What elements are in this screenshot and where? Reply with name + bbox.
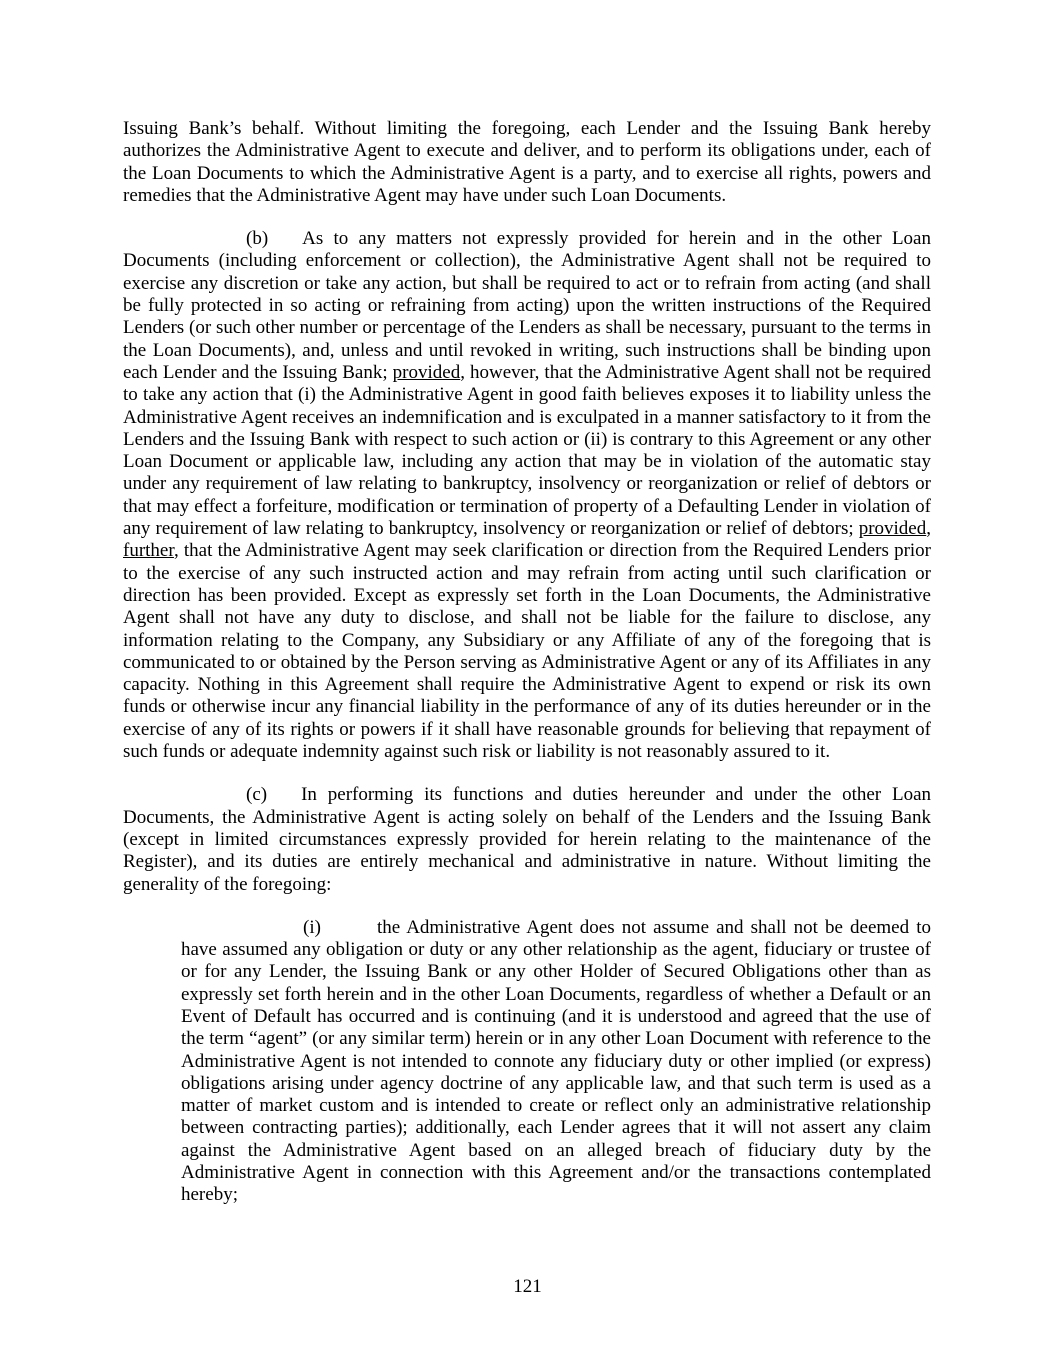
text-segment: As to any matters not expressly provided for herein and in the other Loan Documents (including enforcement or collection), the Administrative Agent shall not be required to exercise any discretion or take any action, but shall be required to act or to refrain from acting (and shall be fully protected in so acting or refraining from acting) upon the written instructions of the Required Lenders (or such other number or percentage of the Lenders as shall be necessary, pursuant to the terms in the Loan Documents), and, unless and until revoked in writing, such instructions shall be binding upon each Lender and the Issuing Bank; [123,228,931,383]
text-segment: , however, that the Administrative Agent shall not be required to take any action that (i) the Administrative Agent in good faith believes exposes it to liability unless the Administrative Agent receives an indemnification and is exculpated in a manner satisfactory to it from the Lenders and the Issuing Bank with respect to such action or (ii) is contrary to this Agreement or any other Loan Document or applicable law, including any action that may be in violation of the automatic stay under any requirement of law relating to bankruptcy, insolvency or reorganization or relief of debtors or that may effect a forfeiture, modification or termination of property of a Defaulting Lender in violation of any requirement of law relating to bankruptcy, insolvency or reorganization or relief of debtors; [123,361,931,540]
paragraph-label: (c) [246,784,268,806]
paragraph [123,118,931,207]
underlined-term: further [123,540,174,562]
text-segment: Issuing Bank’s behalf. Without limiting the foregoing, each Lender and the Issuing Bank hereby authorizes the Administrative Agent to execute and deliver, and to perform its obligations under, each of the Loan Documents to which the Administrative Agent is a party, and to exercise all rights, powers and remedies that the Administrative Agent may have under such Loan Documents. [123,118,931,206]
paragraph [181,917,931,1207]
paragraph-label: (i) [303,916,321,938]
underlined-term: provided [858,518,927,540]
paragraph [123,784,931,895]
page-number: 121 [513,1276,542,1297]
document-body [123,118,931,1228]
text-segment: the Administrative Agent does not assume and shall not be deemed to have assumed any obligation or duty or any other relationship as the agent, fiduciary or trustee of or for any Lender, the Issuing Bank or any other Holder of Secured Obligations other than as expressly set forth herein and in the other Loan Documents, regardless of whether a Default or an Event of Default has occurred and is continuing (and it is understood and agreed that the use of the term “agent” (or any similar term) herein or in any other Loan Document with reference to the Administrative Agent is not intended to connote any fiduciary duty or other implied (or express) obligations arising under agency doctrine of any applicable law, and that such term is used as a matter of market custom and is intended to create or reflect only an administrative relationship between contracting parties); additionally, each Lender agrees that it will not assert any claim against the Administrative Agent based on an alleged breach of fiduciary duty by the Administrative Agent in connection with this Agreement and/or the transactions contemplated hereby; [181,916,931,1206]
text-segment: , [926,518,931,540]
underlined-term: provided [392,361,461,383]
text-segment: , that the Administrative Agent may seek clarification or direction from the Required Lenders prior to the exercise of any such instructed action and may refrain from acting until such clarification or direction has been provided. Except as expressly set forth in the Loan Documents, the Administrative Agent shall not have any duty to disclose, and shall not be liable for the failure to disclose, any information relating to the Company, any Subsidiary or any Affiliate of any of the foregoing that is communicated to or obtained by the Person serving as Administrative Agent or any of its Affiliates in any capacity. Nothing in this Agreement shall require the Administrative Agent to expend or risk its own funds or otherwise incur any financial liability in the performance of any of its duties hereunder or in the exercise of any of its rights or powers if it shall have reasonable grounds for believing that repayment of such funds or adequate indemnity against such risk or liability is not reasonably assured to it. [123,540,931,763]
paragraph [123,228,931,763]
paragraph-label: (b) [246,228,269,250]
text-segment: In performing its functions and duties hereunder and under the other Loan Documents, the Administrative Agent is acting solely on behalf of the Lenders and the Issuing Bank (except in limited circumstances expressly provided for herein relating to the maintenance of the Register), and its duties are entirely mechanical and administrative in nature. Without limiting the generality of the foregoing: [123,784,931,895]
